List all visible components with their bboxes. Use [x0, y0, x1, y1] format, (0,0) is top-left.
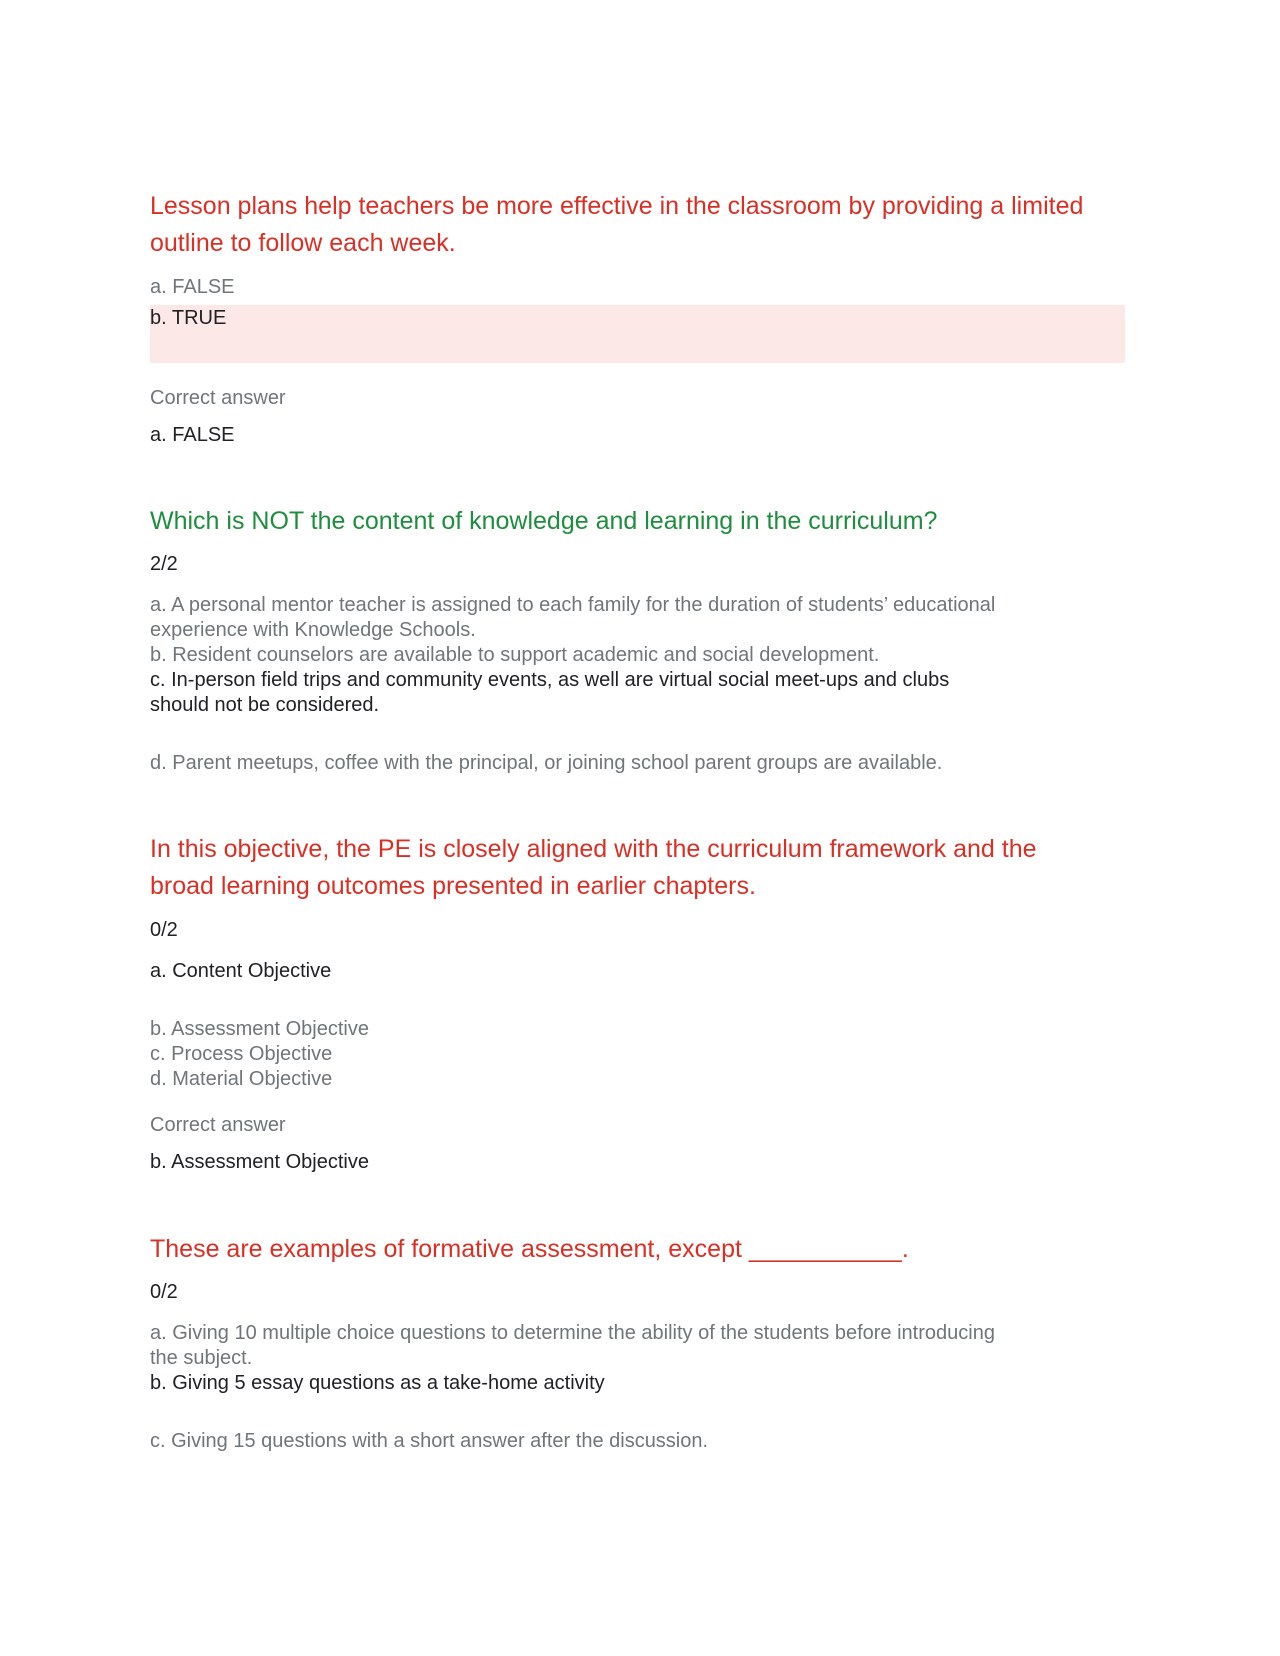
question-3-option-b[interactable]: b. Assessment Objective [150, 1018, 369, 1040]
question-4-option-a-line-1[interactable]: a. Giving 10 multiple choice questions to determine the ability of the students before introducing [150, 1322, 995, 1344]
question-2-option-d[interactable]: d. Parent meetups, coffee with the principal, or joining school parent groups are available. [150, 752, 943, 774]
question-2-option-a-line-1[interactable]: a. A personal mentor teacher is assigned to each family for the duration of students’ educational [150, 594, 996, 616]
question-3-option-d[interactable]: d. Material Objective [150, 1068, 333, 1090]
question-1-option-a[interactable]: a. FALSE [150, 276, 235, 298]
question-1-correct-answer-value: a. FALSE [150, 424, 235, 446]
question-1-title-line-1: Lesson plans help teachers be more effective in the classroom by providing a limited [150, 192, 1084, 220]
question-3-option-c[interactable]: c. Process Objective [150, 1043, 333, 1065]
question-1-correct-answer-label: Correct answer [150, 387, 286, 409]
question-4-option-b[interactable]: b. Giving 5 essay questions as a take-home activity [150, 1372, 605, 1394]
question-4-option-c[interactable]: c. Giving 15 questions with a short answer after the discussion. [150, 1430, 709, 1452]
question-3-correct-answer-value: b. Assessment Objective [150, 1151, 369, 1173]
question-4-title: These are examples of formative assessment, except ___________. [150, 1235, 909, 1263]
question-1-selected-highlight [150, 305, 1125, 363]
question-4-score: 0/2 [150, 1281, 178, 1303]
question-2-option-b[interactable]: b. Resident counselors are available to support academic and social development. [150, 644, 880, 666]
question-2-option-c-line-2[interactable]: should not be considered. [150, 694, 380, 716]
question-3-option-a[interactable]: a. Content Objective [150, 960, 332, 982]
question-3-correct-answer-label: Correct answer [150, 1114, 286, 1136]
question-1-title-line-2: outline to follow each week. [150, 229, 456, 257]
question-3-title-line-1: In this objective, the PE is closely aligned with the curriculum framework and the [150, 835, 1037, 863]
question-3-score: 0/2 [150, 919, 178, 941]
question-2-option-c-line-1[interactable]: c. In-person field trips and community events, as well are virtual social meet-ups and clubs [150, 669, 950, 691]
question-4-option-a-line-2[interactable]: the subject. [150, 1347, 253, 1369]
question-1-option-b[interactable]: b. TRUE [150, 307, 227, 329]
question-2-option-a-line-2[interactable]: experience with Knowledge Schools. [150, 619, 476, 641]
question-2-score: 2/2 [150, 553, 178, 575]
question-2-title: Which is NOT the content of knowledge and learning in the curriculum? [150, 507, 938, 535]
question-3-title-line-2: broad learning outcomes presented in earlier chapters. [150, 872, 756, 900]
